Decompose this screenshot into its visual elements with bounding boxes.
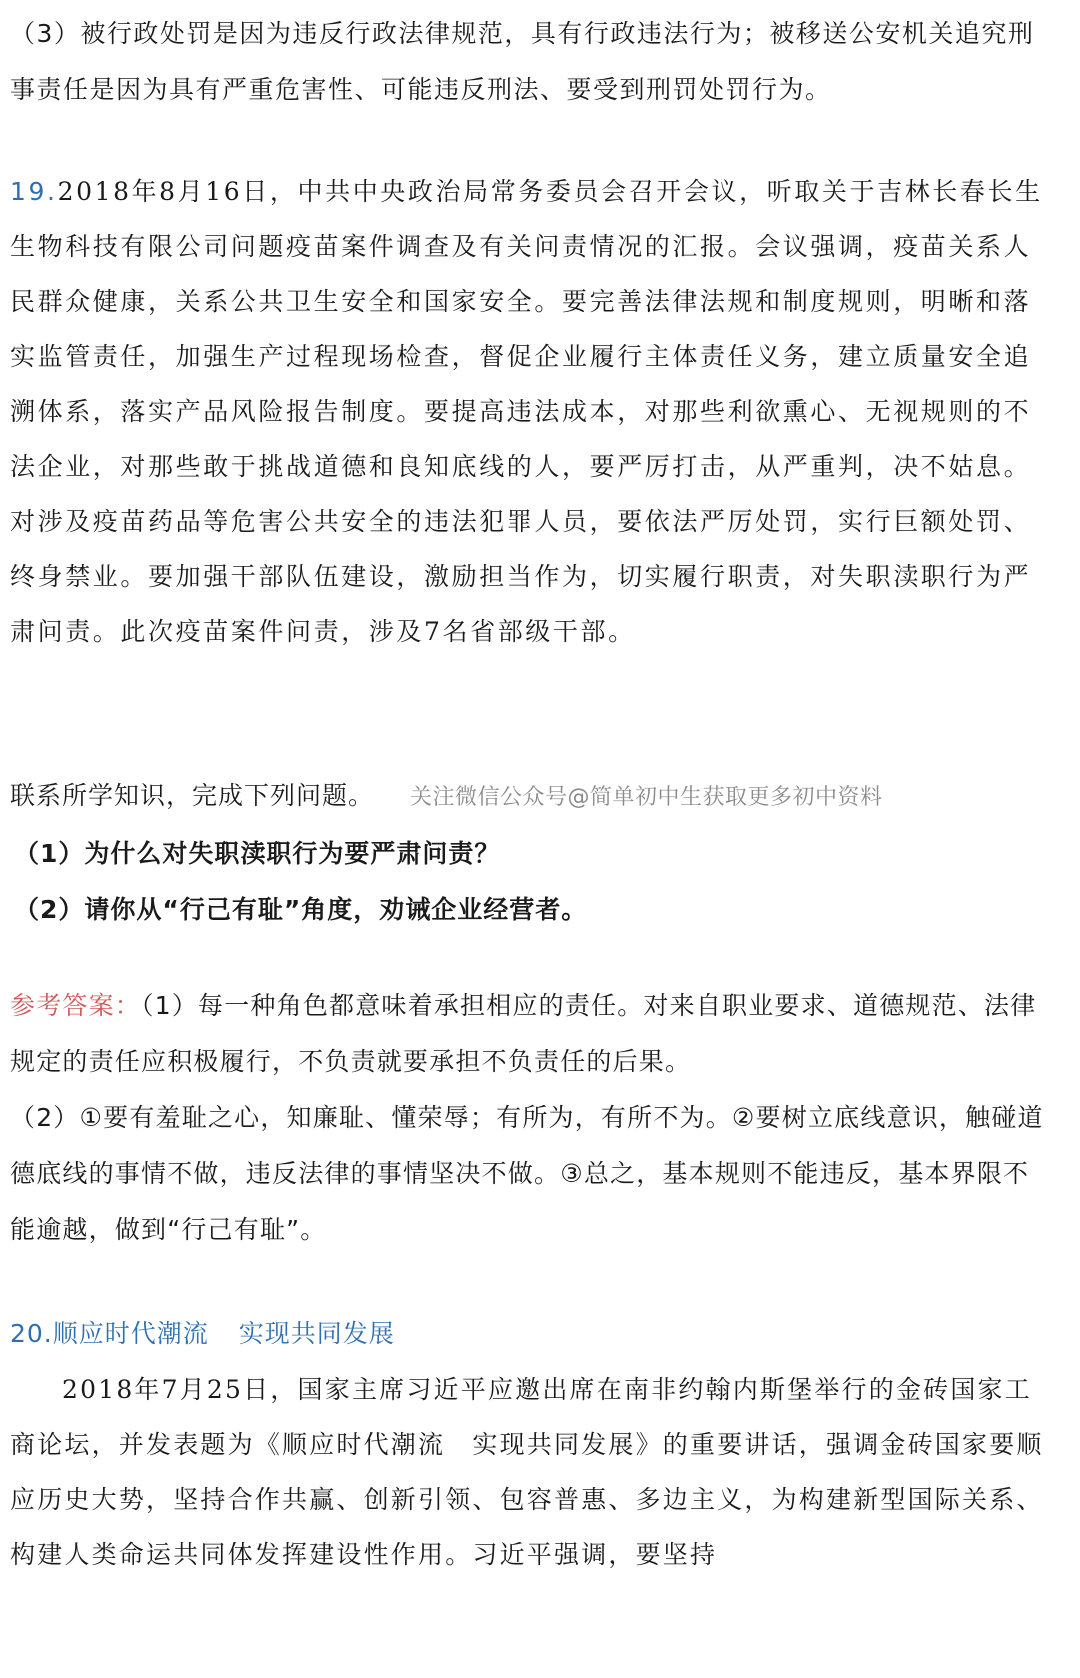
question-19-block xyxy=(10,164,1046,659)
answer-part-2: （2）①要有羞耻之心，知廉耻、懂荣辱；有所为，有所不为。②要树立底线意识，触碰道德底线的事情不做，违反法律的事情坚决不做。③总之，基本规则不能违反，基本界限不能逾越，做到“行己有耻”。 xyxy=(10,1103,1044,1244)
answer-block xyxy=(10,978,1046,1258)
top-paragraph-block xyxy=(10,6,1046,118)
question-20-number: 20. xyxy=(10,1319,53,1348)
question-20-body: 2018年7月25日，国家主席习近平应邀出席在南非约翰内斯堡举行的金砖国家工商论坛，并发表题为《顺应时代潮流 实现共同发展》的重要讲话，强调金砖国家要顺应历史大势，坚持合作共赢、创新引领、包容普惠、多边主义，为构建新型国际关系、构建人类命运共同体发挥建设性作用。习近平强调，要坚持 xyxy=(10,1375,1044,1569)
sub-question-2: （2）请你从“行己有耻”角度，劝诫企业经营者。 xyxy=(14,895,588,924)
top-paragraph: （3）被行政处罚是因为违反行政法律规范，具有行政违法行为；被移送公安机关追究刑事责任是因为具有严重危害性、可能违反刑法、要受到刑罚处罚行为。 xyxy=(10,19,1035,104)
question-20-block xyxy=(10,1306,1046,1582)
task-block xyxy=(10,768,1046,938)
question-19-number: 19. xyxy=(10,177,58,206)
watermark-text: 关注微信公众号@简单初中生获取更多初中资料 xyxy=(410,785,883,810)
task-instruction: 联系所学知识，完成下列问题。 xyxy=(10,781,375,810)
question-20-title-part-1: 顺应时代潮流 xyxy=(52,1319,209,1348)
question-19-body: 2018年8月16日，中共中央政治局常务委员会召开会议，听取关于吉林长春长生生物科技有限公司问题疫苗案件调查及有关问责情况的汇报。会议强调，疫苗关系人民群众健康，关系公共卫生安全和国家安全。要完善法律法规和制度规则，明晰和落实监管责任，加强生产过程现场检查，督促企业履行主体责任义务，建立质量安全追溯体系，落实产品风险报告制度。要提高违法成本，对那些利欲熏心、无视规则的不法企业，对那些敢于挑战道德和良知底线的人，要严厉打击，从严重判，决不姑息。对涉及疫苗药品等危害公共安全的违法犯罪人员，要依法严厉处罚，实行巨额处罚、终身禁业。要加强干部队伍建设，激励担当作为，切实履行职责，对失职渎职行为严肃问责。此次疫苗案件问责，涉及7名省部级干部。 xyxy=(10,177,1043,646)
question-20-title-part-2: 实现共同发展 xyxy=(238,1319,395,1348)
question-19-text xyxy=(10,164,1046,659)
answer-part-1 xyxy=(10,978,1046,1090)
task-line xyxy=(10,768,1046,826)
answer-part-1-text: （1）每一种角色都意味着承担相应的责任。对来自职业要求、道德规范、法律规定的责任应积极履行，不负责就要承担不负责任的后果。 xyxy=(10,991,1037,1076)
sub-question-1: （1）为什么对失职渎职行为要严肃问责？ xyxy=(14,839,501,868)
answer-label: 参考答案： xyxy=(10,991,142,1020)
question-20-title xyxy=(10,1306,1046,1362)
